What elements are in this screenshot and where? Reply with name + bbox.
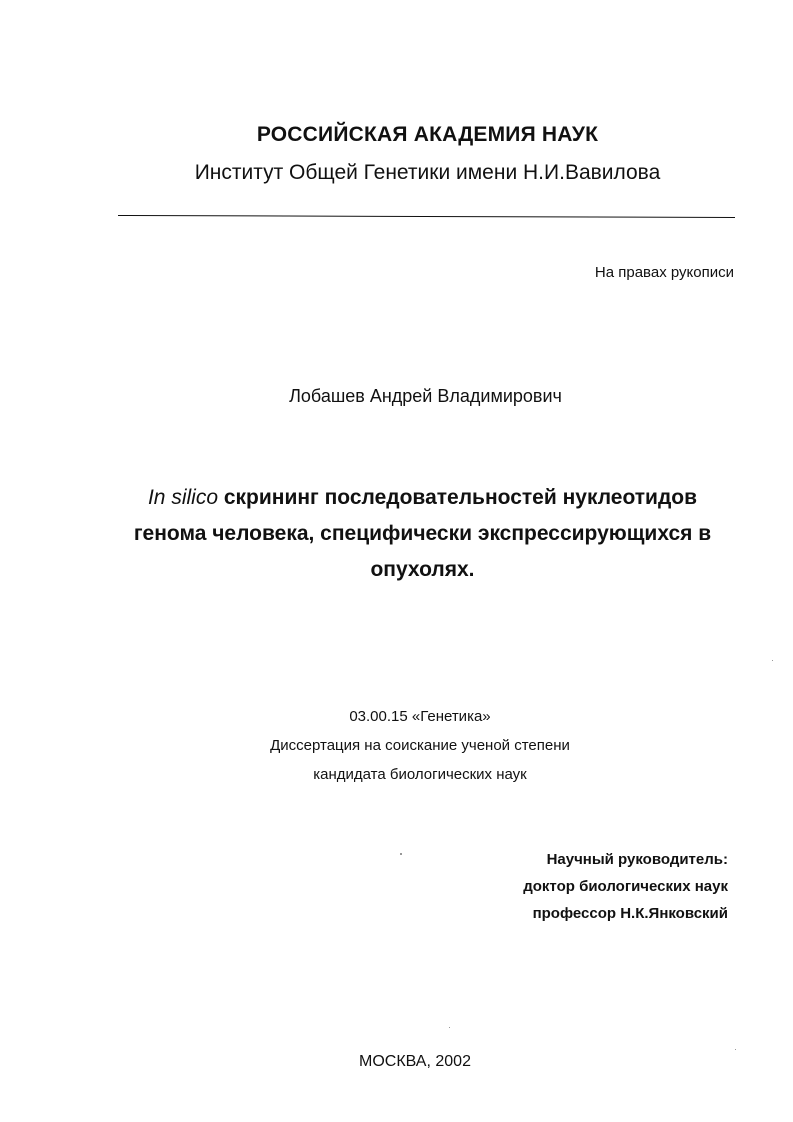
author-name: Лобашев Андрей Владимирович [289,386,562,406]
supervisor-name: профессор Н.К.Янковский [532,905,728,922]
scan-speck [449,1027,450,1028]
supervisor-block [523,846,728,927]
academy-heading: РОССИЙСКАЯ АКАДЕМИЯ НАУК [256,123,599,146]
degree-sought: кандидата биологических наук [313,766,527,783]
institute-heading: Институт Общей Генетики имени Н.И.Вавилова [194,161,661,184]
title-line-3: опухолях. [370,558,475,581]
specialty: 03.00.15 «Генетика» [349,708,491,725]
title-line-2: генома человека, специфически экспрессирующихся в [133,522,712,545]
title-line-1-rest: скрининг последовательностей нуклеотидов [218,486,698,509]
dissertation-title [100,480,745,588]
title-line-1 [100,480,745,516]
supervisor-degree: доктор биологических наук [523,878,728,895]
header-divider [118,215,735,218]
rights-note: На правах рукописи [594,264,734,281]
city-year: МОСКВА, 2002 [359,1053,471,1070]
scan-speck [772,660,773,661]
title-latin-term: In silico [147,486,218,509]
scan-speck [400,853,402,855]
dissertation-type: Диссертация на соискание ученой степени [270,737,570,754]
supervisor-label: Научный руководитель: [546,851,728,868]
scan-speck [735,1049,736,1050]
dissertation-meta [0,702,793,789]
